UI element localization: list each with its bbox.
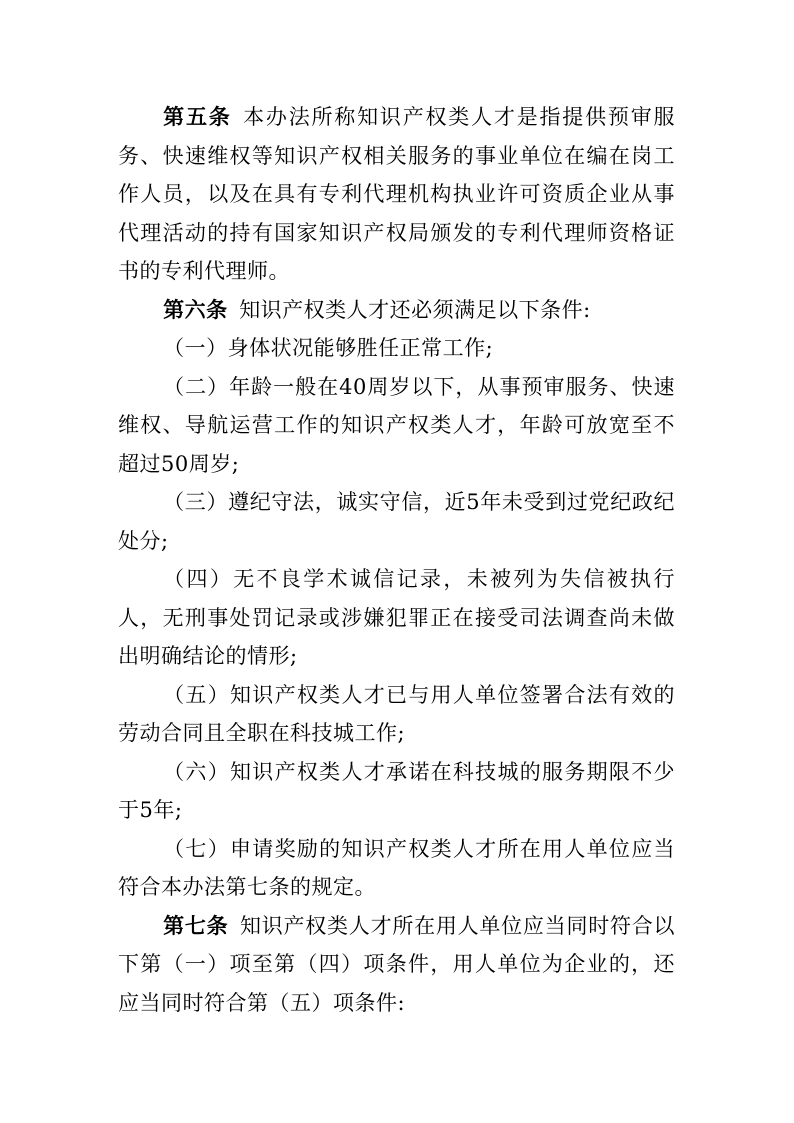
article-7-heading: 第七条 (163, 913, 229, 938)
document-page (118, 98, 675, 1022)
article-6-item-6: （六）知识产权类人才承诺在科技城的服务期限不少于5年; (118, 759, 675, 822)
article-7 (118, 907, 675, 1023)
article-6-heading: 第六条 (163, 297, 228, 322)
article-6-item-5: （五）知识产权类人才已与用人单位签署合法有效的劳动合同且全职在科技城工作; (118, 682, 675, 745)
article-5-heading: 第五条 (163, 105, 232, 129)
article-6-item-1: （一）身体状况能够胜任正常工作; (163, 336, 494, 360)
article-6-item-7: （七）申请奖励的知识产权类人才所在用人单位应当符合本办法第七条的规定。 (118, 836, 675, 899)
article-5-text: 本办法所称知识产权类人才是指提供预审服务、快速维权等知识产权相关服务的事业单位在编在岗工作人员，以及在具有专利代理机构执业许可资质企业从事代理活动的持有国家知识产权局颁发的专利代理师资格证书的专利代理师。 (118, 105, 676, 283)
article-5 (118, 98, 675, 291)
article-6-item-4: （四）无不良学术诚信记录，未被列为失信被执行人，无刑事处罚记录或涉嫌犯罪正在接受司法调查尚未做出明确结论的情形; (118, 567, 675, 668)
article-6-item-3: （三）遵纪守法，诚实守信，近5年未受到过党纪政纪处分; (118, 490, 675, 553)
article-6-text: 知识产权类人才还必须满足以下条件: (239, 297, 591, 322)
article-6-item-2: （二）年龄一般在40周岁以下，从事预审服务、快速维权、导航运营工作的知识产权类人才，年龄可放宽至不超过50周岁; (118, 374, 675, 476)
article-6 (118, 291, 675, 330)
article-7-text: 知识产权类人才所在用人单位应当同时符合以下第（一）项至第（四）项条件，用人单位为企业的，还应当同时符合第（五）项条件: (118, 913, 676, 1015)
